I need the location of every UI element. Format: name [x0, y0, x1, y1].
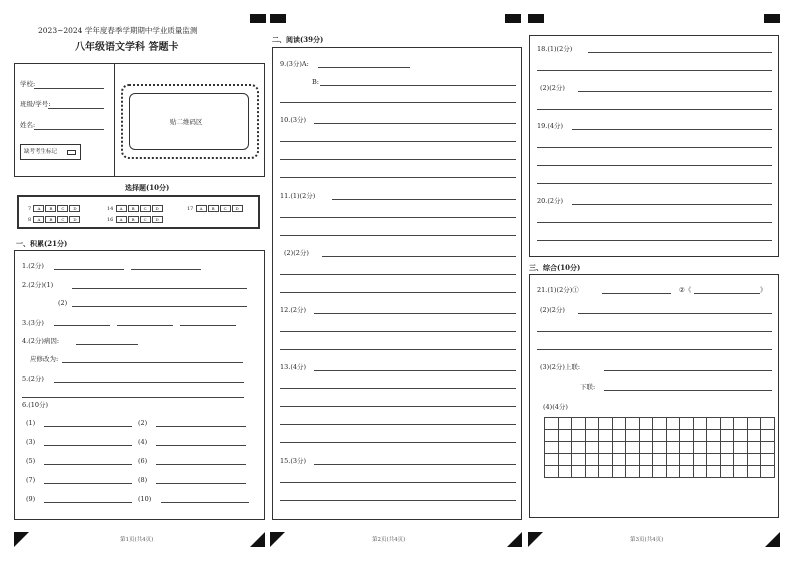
- answer-line[interactable]: [72, 288, 247, 289]
- answer-line[interactable]: [537, 222, 772, 223]
- corner-triangle: [528, 532, 543, 547]
- q12-label: 12.(2分): [280, 306, 307, 314]
- answer-line[interactable]: [44, 426, 132, 427]
- q21d-label: (4)(4分): [543, 403, 568, 411]
- answer-line[interactable]: [156, 483, 246, 484]
- answer-line[interactable]: [537, 109, 772, 110]
- corner-triangle: [507, 532, 522, 547]
- top-marker: [505, 14, 521, 23]
- answer-line[interactable]: [280, 159, 516, 160]
- section2-box: [272, 47, 522, 520]
- answer-line[interactable]: [54, 382, 244, 383]
- answer-line[interactable]: [22, 397, 244, 398]
- q6-item: (9): [26, 495, 36, 503]
- answer-line[interactable]: [572, 204, 772, 205]
- barcode-label: 贴二维码区: [170, 118, 203, 126]
- answer-line[interactable]: [156, 426, 246, 427]
- answer-line[interactable]: [280, 482, 516, 483]
- q10-label: 10.(3分): [280, 116, 307, 124]
- q21c-label: (3)(2分)上联:: [540, 363, 581, 371]
- info-divider: [114, 63, 115, 177]
- q18-label: 18.(1)(2分): [537, 45, 573, 53]
- corner-triangle: [765, 532, 780, 547]
- q1-label: 1.(2分): [22, 262, 44, 270]
- choice-row: 17 A B C D: [187, 204, 244, 213]
- option-d[interactable]: D: [152, 216, 163, 223]
- q6-item: (5): [26, 457, 36, 465]
- q21-2-end: 》: [760, 286, 767, 294]
- answer-line[interactable]: [537, 165, 772, 166]
- q21b-label: (2)(2分): [540, 306, 565, 314]
- answer-line[interactable]: [161, 502, 249, 503]
- answer-line[interactable]: [578, 313, 772, 314]
- answer-line[interactable]: [180, 325, 236, 326]
- section4-box: [529, 274, 779, 518]
- q6-item: (2): [138, 419, 148, 427]
- answer-line[interactable]: [537, 240, 772, 241]
- answer-line[interactable]: [314, 464, 516, 465]
- answer-line[interactable]: [44, 464, 132, 465]
- answer-line[interactable]: [602, 293, 671, 294]
- option-c[interactable]: C: [57, 216, 68, 223]
- answer-line[interactable]: [280, 217, 516, 218]
- section1-title: 一、积累(21分): [16, 239, 68, 248]
- answer-line[interactable]: [322, 256, 516, 257]
- school-field[interactable]: [34, 88, 104, 89]
- answer-line[interactable]: [72, 306, 247, 307]
- answer-line[interactable]: [604, 370, 772, 371]
- answer-line[interactable]: [318, 67, 410, 68]
- q21-label: 21.(1)(2分)①: [537, 286, 579, 294]
- q21-2-label: ②《: [679, 286, 692, 294]
- q11-label: 11.(1)(2分): [280, 192, 316, 200]
- q21c2-label: 下联:: [580, 383, 596, 391]
- q6-item: (6): [138, 457, 148, 465]
- option-b[interactable]: B: [45, 205, 56, 212]
- writing-grid[interactable]: [544, 417, 775, 478]
- q9b-label: B:: [312, 78, 319, 86]
- answer-line[interactable]: [156, 464, 246, 465]
- option-a[interactable]: A: [116, 216, 127, 223]
- option-b[interactable]: B: [208, 205, 219, 212]
- answer-line[interactable]: [537, 331, 772, 332]
- q6-item: (8): [138, 476, 148, 484]
- absent-label: 缺考考生标记: [24, 149, 58, 155]
- exam-title: 2023~2024 学年度春季学期期中学业质量监测: [38, 26, 198, 35]
- option-a[interactable]: A: [33, 205, 44, 212]
- option-d[interactable]: D: [232, 205, 243, 212]
- q6-label: 6.(10分): [22, 401, 49, 409]
- answer-line[interactable]: [332, 199, 516, 200]
- answer-line[interactable]: [314, 123, 516, 124]
- choice-row: 16 A B C D: [107, 215, 164, 224]
- top-marker: [250, 14, 266, 23]
- answer-line[interactable]: [537, 183, 772, 184]
- answer-line[interactable]: [320, 85, 516, 86]
- option-d[interactable]: D: [69, 216, 80, 223]
- answer-line[interactable]: [280, 292, 516, 293]
- section4-title: 三、综合(10分): [529, 263, 581, 272]
- q6-item: (4): [138, 438, 148, 446]
- answer-line[interactable]: [280, 424, 516, 425]
- answer-line[interactable]: [280, 388, 516, 389]
- answer-line[interactable]: [537, 147, 772, 148]
- option-c[interactable]: C: [220, 205, 231, 212]
- answer-line[interactable]: [280, 235, 516, 236]
- answer-line[interactable]: [572, 129, 772, 130]
- q9-label: 9.(3分)A:: [280, 60, 309, 68]
- corner-triangle: [270, 532, 285, 547]
- answer-line[interactable]: [156, 445, 246, 446]
- answer-line[interactable]: [578, 91, 772, 92]
- answer-line[interactable]: [280, 442, 516, 443]
- option-c[interactable]: C: [140, 216, 151, 223]
- answer-line[interactable]: [62, 362, 243, 363]
- school-label: 学校:: [20, 80, 36, 88]
- option-b[interactable]: B: [45, 216, 56, 223]
- q13-label: 13.(4分): [280, 363, 307, 371]
- answer-line[interactable]: [44, 502, 132, 503]
- answer-line[interactable]: [280, 141, 516, 142]
- page-number: 第2页(共4页): [372, 537, 406, 543]
- answer-line[interactable]: [314, 313, 516, 314]
- answer-line[interactable]: [76, 344, 138, 345]
- q11b-label: (2)(2分): [284, 249, 309, 257]
- option-b[interactable]: B: [128, 205, 139, 212]
- page-number: 第3页(共4页): [630, 537, 664, 543]
- answer-line[interactable]: [604, 390, 772, 391]
- option-a[interactable]: A: [116, 205, 127, 212]
- top-marker: [764, 14, 780, 23]
- answer-line[interactable]: [280, 331, 516, 332]
- answer-line[interactable]: [131, 269, 201, 270]
- answer-line[interactable]: [280, 349, 516, 350]
- option-c[interactable]: C: [140, 205, 151, 212]
- answer-line[interactable]: [588, 52, 772, 53]
- option-b[interactable]: B: [128, 216, 139, 223]
- answer-line[interactable]: [280, 500, 516, 501]
- q20-label: 20.(2分): [537, 197, 564, 205]
- q3-label: 3.(3分): [22, 319, 44, 327]
- name-label: 姓名:: [20, 121, 36, 129]
- choice-row: 8 A B C D: [28, 215, 81, 224]
- choice-title: 选择题(10分): [125, 183, 170, 192]
- answer-line[interactable]: [280, 177, 516, 178]
- card-title: 八年级语文学科 答题卡: [75, 42, 179, 53]
- answer-line[interactable]: [54, 269, 124, 270]
- q5-label: 5.(2分): [22, 375, 44, 383]
- q6-item: (1): [26, 419, 36, 427]
- answer-line[interactable]: [280, 274, 516, 275]
- top-marker: [528, 14, 544, 23]
- answer-line[interactable]: [314, 370, 516, 371]
- top-marker: [270, 14, 286, 23]
- answer-line[interactable]: [44, 483, 132, 484]
- q18b-label: (2)(2分): [540, 84, 565, 92]
- answer-line[interactable]: [694, 293, 760, 294]
- option-c[interactable]: C: [57, 205, 68, 212]
- q19-label: 19.(4分): [537, 122, 564, 130]
- answer-line[interactable]: [537, 70, 772, 71]
- section2-title: 二、阅读(39分): [272, 35, 324, 44]
- q4-label: 4.(2分)病因:: [22, 337, 60, 345]
- absent-checkbox[interactable]: [67, 150, 76, 155]
- page-number: 第1页(共4页): [120, 537, 154, 543]
- option-d[interactable]: D: [152, 205, 163, 212]
- corner-triangle: [14, 532, 29, 547]
- choice-row: 7 A B C D: [28, 204, 81, 213]
- answer-line[interactable]: [537, 349, 772, 350]
- answer-line[interactable]: [117, 325, 173, 326]
- q4b-label: 应修改为:: [30, 355, 59, 363]
- answer-line[interactable]: [280, 406, 516, 407]
- choice-row: 14 A B C D: [107, 204, 164, 213]
- class-label: 班级/学号:: [20, 100, 51, 108]
- reading-box: [529, 35, 779, 257]
- class-field[interactable]: [48, 108, 104, 109]
- option-d[interactable]: D: [69, 205, 80, 212]
- answer-line[interactable]: [54, 325, 110, 326]
- answer-line[interactable]: [44, 445, 132, 446]
- q6-item: (7): [26, 476, 36, 484]
- q2-label: 2.(2分)(1): [22, 281, 54, 289]
- option-a[interactable]: A: [33, 216, 44, 223]
- q6-item: (10): [138, 495, 152, 503]
- q15-label: 15.(3分): [280, 457, 307, 465]
- q6-item: (3): [26, 438, 36, 446]
- q2b-label: (2): [58, 299, 68, 307]
- option-a[interactable]: A: [196, 205, 207, 212]
- corner-triangle: [250, 532, 265, 547]
- name-field[interactable]: [34, 129, 104, 130]
- answer-line[interactable]: [280, 102, 516, 103]
